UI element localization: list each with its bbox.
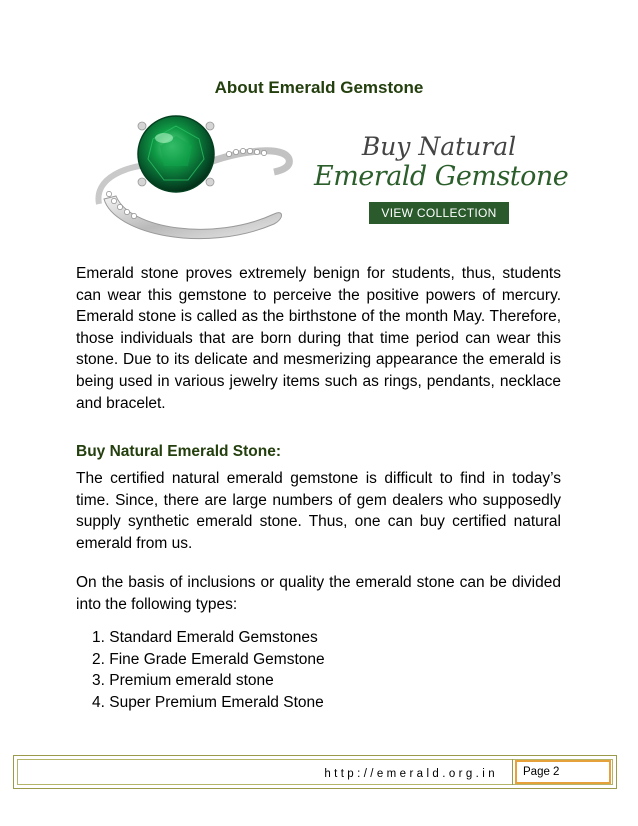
promo-banner[interactable]	[84, 104, 569, 254]
paragraph-certified: The certified natural emerald gemstone is difficult to find in today’s time. Since, there are large numbers of gem dealers who supposedly supply synthetic emerald stone. Thus, one can buy certified natural emerald from us.	[76, 470, 561, 552]
list-item: 1. Standard Emerald Gemstones	[92, 629, 318, 646]
paragraph-about: Emerald stone proves extremely benign for students, thus, students can wear this gemstone to perceive the positive powers of mercury. Emerald stone is called as the birthstone of the month May. Therefore, those individuals that are born during that time period can wear this stone. Due to its delicate and mesmerizing appearance the emerald is being used in various jewelry items such as rings, pendants, necklace and bracelet.	[76, 265, 561, 412]
page-title: About Emerald Gemstone	[214, 78, 424, 97]
footer-divider	[512, 759, 513, 785]
list-item: 2. Fine Grade Emerald Gemstone	[92, 650, 325, 668]
paragraph-types: On the basis of inclusions or quality the emerald stone can be divided into the following types:	[76, 574, 561, 613]
list-item: 3. Premium emerald stone	[92, 672, 274, 690]
section-heading: Buy Natural Emerald Stone:	[76, 443, 281, 460]
promo-line1: Buy Natural	[361, 132, 517, 161]
footer-url[interactable]: http://emerald.org.in	[324, 768, 498, 780]
page-number: Page 2	[515, 760, 611, 784]
types-list	[92, 627, 325, 713]
promo-text	[314, 114, 569, 234]
promo-line2: Emerald Gemstone	[314, 161, 569, 192]
page-footer	[13, 755, 617, 789]
emerald-ring-image	[84, 104, 314, 254]
view-collection-button[interactable]: VIEW COLLECTION	[369, 202, 508, 224]
list-item: 4. Super Premium Emerald Stone	[92, 693, 324, 711]
